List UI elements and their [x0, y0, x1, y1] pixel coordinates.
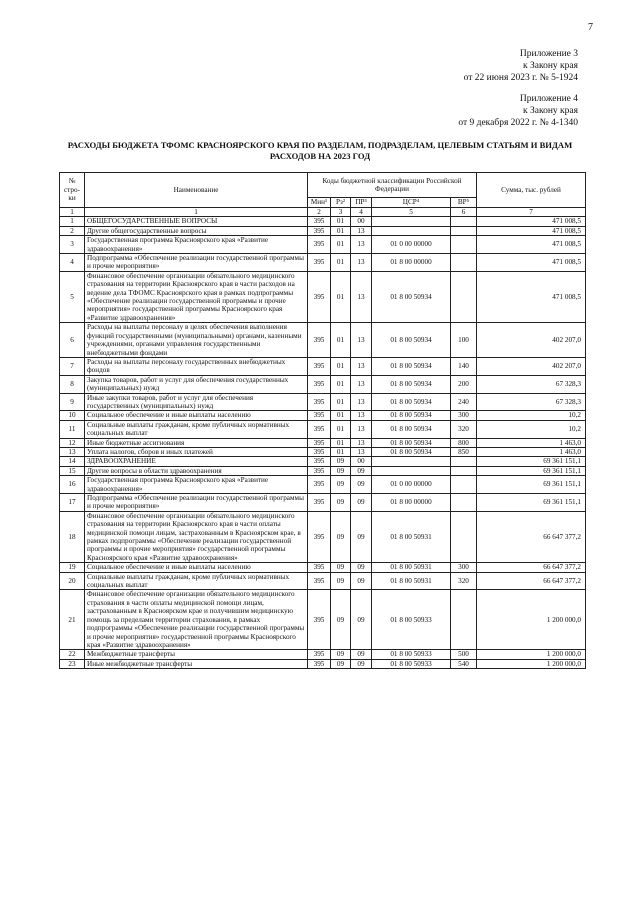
row-pr-cell: 13 [351, 236, 372, 254]
row-rz-cell: 09 [331, 494, 351, 512]
row-rz-cell: 01 [331, 217, 351, 226]
row-min-cell: 395 [308, 494, 331, 512]
header-name: Наименование [85, 173, 308, 208]
row-pr-cell: 09 [351, 563, 372, 572]
row-pr-cell: 09 [351, 572, 372, 590]
colnum-5: 5 [372, 208, 451, 217]
row-csr-cell: 01 8 00 50934 [372, 438, 451, 447]
row-rz-cell: 09 [331, 659, 351, 668]
row-name-cell: Социальное обеспечение и иные выплаты населению [85, 411, 308, 420]
row-pr-cell: 00 [351, 457, 372, 466]
row-rz-cell: 09 [331, 511, 351, 562]
colnum-6: 6 [451, 208, 477, 217]
row-rz-cell: 01 [331, 254, 351, 272]
row-sum-cell: 471 008,5 [477, 236, 586, 254]
row-csr-cell: 01 8 00 50931 [372, 511, 451, 562]
row-sum-cell: 1 200 000,0 [477, 659, 586, 668]
row-min-cell: 395 [308, 650, 331, 659]
row-min-cell: 395 [308, 217, 331, 226]
budget-table [59, 172, 586, 669]
row-number-cell: 19 [60, 563, 85, 572]
row-rz-cell: 01 [331, 226, 351, 235]
row-pr-cell: 13 [351, 447, 372, 456]
row-csr-cell: 01 8 00 50934 [372, 271, 451, 322]
row-vr-cell: 300 [451, 563, 477, 572]
appendix-4-line1: Приложение 4 [519, 94, 578, 104]
row-name-cell: Финансовое обеспечение организации обязательного медицинского страхования в части оплаты медицинской помощи лицам, застрахованным в Красноярском крае и получившим медицинскую помощь за пределами территории страхования, в рамках подпрограммы «Обеспечение реализации государственной программы и прочие мероприятия» государственной программы Красноярского края «Развитие здравоохранения» [85, 590, 308, 650]
row-min-cell: 395 [308, 323, 331, 358]
row-pr-cell: 13 [351, 438, 372, 447]
row-pr-cell: 09 [351, 659, 372, 668]
appendix-3-header [464, 48, 578, 84]
row-number-cell: 1 [60, 217, 85, 226]
row-pr-cell: 13 [351, 375, 372, 393]
row-name-cell: Иные закупки товаров, работ и услуг для обеспечения государственных (муниципальных) нужд [85, 393, 308, 411]
row-name-cell: Социальное обеспечение и иные выплаты населению [85, 563, 308, 572]
row-vr-cell [451, 494, 477, 512]
row-name-cell: Иные межбюджетные трансферты [85, 659, 308, 668]
header-csr: ЦСР⁴ [372, 198, 451, 208]
table-row [60, 572, 586, 590]
row-number-cell: 18 [60, 511, 85, 562]
table-row [60, 375, 586, 393]
row-sum-cell: 402 207,0 [477, 323, 586, 358]
row-number-cell: 13 [60, 447, 85, 456]
row-sum-cell: 66 647 377,2 [477, 563, 586, 572]
row-vr-cell: 240 [451, 393, 477, 411]
row-csr-cell: 01 8 00 50934 [372, 323, 451, 358]
row-vr-cell [451, 590, 477, 650]
row-rz-cell: 01 [331, 271, 351, 322]
appendix-4-line2: к Закону края [522, 106, 578, 116]
table-row [60, 323, 586, 358]
appendix-3-line1: Приложение 3 [519, 49, 578, 59]
row-rz-cell: 09 [331, 563, 351, 572]
colnum-3: 3 [331, 208, 351, 217]
row-vr-cell: 300 [451, 411, 477, 420]
table-row [60, 650, 586, 659]
row-name-cell: Социальные выплаты гражданам, кроме публичных нормативных социальных выплат [85, 572, 308, 590]
row-number-cell: 16 [60, 476, 85, 494]
row-sum-cell: 69 361 151,1 [477, 457, 586, 466]
colnum-name [85, 208, 308, 217]
row-rz-cell: 09 [331, 572, 351, 590]
row-sum-cell: 10,2 [477, 420, 586, 438]
row-sum-cell: 1 463,0 [477, 447, 586, 456]
row-name-cell: Подпрограмма «Обеспечение реализации государственной программы и прочие мероприятия» [85, 254, 308, 272]
row-csr-cell: 01 0 00 00000 [372, 476, 451, 494]
row-number-cell: 14 [60, 457, 85, 466]
row-number-cell: 17 [60, 494, 85, 512]
row-name-cell: Финансовое обеспечение организации обязательного медицинского страхования на территории Красноярского края в части оплаты медицинской помощи лицам, застрахованным в Красноярском крае, в рамках подпрограммы «Обеспечение реализации государственной программы и прочие мероприятия» государственной программы Красноярского края «Развитие здравоохранения» [85, 511, 308, 562]
table-row [60, 393, 586, 411]
row-rz-cell: 01 [331, 236, 351, 254]
table-row [60, 590, 586, 650]
row-sum-cell: 471 008,5 [477, 271, 586, 322]
row-sum-cell: 67 328,3 [477, 393, 586, 411]
table-row [60, 659, 586, 668]
row-rz-cell: 01 [331, 438, 351, 447]
appendix-3-line3: от 22 июня 2023 г. № 5-1924 [463, 73, 578, 83]
row-number-cell: 8 [60, 375, 85, 393]
row-sum-cell: 66 647 377,2 [477, 511, 586, 562]
row-vr-cell: 320 [451, 572, 477, 590]
appendix-4-line3: от 9 декабря 2022 г. № 4-1340 [458, 118, 578, 128]
row-pr-cell: 09 [351, 590, 372, 650]
row-number-cell: 12 [60, 438, 85, 447]
row-rz-cell: 09 [331, 457, 351, 466]
header-codes: Коды бюджетной классификации Российской Федерации [308, 173, 477, 198]
row-name-cell: Расходы на выплаты персоналу в целях обеспечения выполнения функций государственными (муниципальными) органами, казенными учреждениями, органами управления государственными внебюджетными фондами [85, 323, 308, 358]
row-rz-cell: 01 [331, 411, 351, 420]
row-vr-cell [451, 466, 477, 475]
row-csr-cell: 01 0 00 00000 [372, 236, 451, 254]
row-vr-cell: 200 [451, 375, 477, 393]
row-vr-cell [451, 226, 477, 235]
row-rz-cell: 01 [331, 447, 351, 456]
row-sum-cell: 67 328,3 [477, 375, 586, 393]
row-sum-cell: 1 200 000,0 [477, 590, 586, 650]
table-row [60, 217, 586, 226]
row-pr-cell: 09 [351, 466, 372, 475]
colnum-7: 7 [477, 208, 586, 217]
row-name-cell: Уплата налогов, сборов и иных платежей [85, 447, 308, 456]
header-row-number: № стро-ки [60, 173, 85, 208]
table-row [60, 511, 586, 562]
row-pr-cell: 00 [351, 217, 372, 226]
row-number-cell: 3 [60, 236, 85, 254]
row-min-cell: 395 [308, 375, 331, 393]
row-min-cell: 395 [308, 411, 331, 420]
row-csr-cell [372, 226, 451, 235]
row-pr-cell: 13 [351, 226, 372, 235]
row-sum-cell: 471 008,5 [477, 217, 586, 226]
table-row [60, 254, 586, 272]
row-pr-cell: 09 [351, 650, 372, 659]
table-row [60, 447, 586, 456]
appendix-3-line2: к Закону края [522, 61, 578, 71]
table-row [60, 494, 586, 512]
row-sum-cell: 69 361 151,1 [477, 476, 586, 494]
row-name-cell: Социальные выплаты гражданам, кроме публичных нормативных социальных выплат [85, 420, 308, 438]
table-row [60, 563, 586, 572]
row-min-cell: 395 [308, 438, 331, 447]
row-name-cell: Государственная программа Красноярского края «Развитие здравоохранения» [85, 236, 308, 254]
table-row [60, 457, 586, 466]
row-sum-cell: 471 008,5 [477, 254, 586, 272]
row-vr-cell: 850 [451, 447, 477, 456]
row-csr-cell: 01 8 00 00000 [372, 494, 451, 512]
table-row [60, 476, 586, 494]
row-csr-cell [372, 457, 451, 466]
row-number-cell: 9 [60, 393, 85, 411]
row-pr-cell: 13 [351, 393, 372, 411]
header-min: Мин¹ [308, 198, 331, 208]
row-sum-cell: 69 361 151,1 [477, 466, 586, 475]
row-number-cell: 4 [60, 254, 85, 272]
row-vr-cell [451, 217, 477, 226]
row-min-cell: 395 [308, 226, 331, 235]
row-number-cell: 5 [60, 271, 85, 322]
row-rz-cell: 01 [331, 393, 351, 411]
row-csr-cell: 01 8 00 50931 [372, 563, 451, 572]
row-min-cell: 395 [308, 466, 331, 475]
row-min-cell: 395 [308, 457, 331, 466]
row-name-cell: Закупка товаров, работ и услуг для обеспечения государственных (муниципальных) нужд [85, 375, 308, 393]
row-vr-cell [451, 236, 477, 254]
row-pr-cell: 13 [351, 411, 372, 420]
row-rz-cell: 01 [331, 323, 351, 358]
row-pr-cell: 09 [351, 511, 372, 562]
row-number-cell: 11 [60, 420, 85, 438]
row-sum-cell: 10,2 [477, 411, 586, 420]
row-csr-cell: 01 8 00 50933 [372, 659, 451, 668]
row-number-cell: 15 [60, 466, 85, 475]
row-rz-cell: 01 [331, 375, 351, 393]
row-min-cell: 395 [308, 659, 331, 668]
row-min-cell: 395 [308, 572, 331, 590]
table-row [60, 357, 586, 375]
row-csr-cell: 01 8 00 50934 [372, 447, 451, 456]
row-vr-cell [451, 254, 477, 272]
row-sum-cell: 402 207,0 [477, 357, 586, 375]
table-row [60, 271, 586, 322]
row-csr-cell [372, 217, 451, 226]
row-min-cell: 395 [308, 563, 331, 572]
row-sum-cell: 1 463,0 [477, 438, 586, 447]
table-row [60, 438, 586, 447]
table-row [60, 236, 586, 254]
row-name-cell: Другие вопросы в области здравоохранения [85, 466, 308, 475]
row-vr-cell: 500 [451, 650, 477, 659]
row-vr-cell: 540 [451, 659, 477, 668]
row-csr-cell: 01 8 00 50933 [372, 650, 451, 659]
row-number-cell: 20 [60, 572, 85, 590]
row-vr-cell: 320 [451, 420, 477, 438]
row-rz-cell: 09 [331, 590, 351, 650]
header-vr: ВР⁵ [451, 198, 477, 208]
row-csr-cell: 01 8 00 50933 [372, 590, 451, 650]
row-name-cell: ОБЩЕГОСУДАРСТВЕННЫЕ ВОПРОСЫ [85, 217, 308, 226]
row-number-cell: 6 [60, 323, 85, 358]
row-number-cell: 10 [60, 411, 85, 420]
row-csr-cell: 01 8 00 50931 [372, 572, 451, 590]
row-csr-cell: 01 8 00 00000 [372, 254, 451, 272]
row-csr-cell: 01 8 00 50934 [372, 375, 451, 393]
table-row [60, 411, 586, 420]
row-vr-cell [451, 476, 477, 494]
row-min-cell: 395 [308, 393, 331, 411]
row-sum-cell: 1 200 000,0 [477, 650, 586, 659]
row-pr-cell: 13 [351, 357, 372, 375]
row-min-cell: 395 [308, 357, 331, 375]
row-min-cell: 395 [308, 476, 331, 494]
row-number-cell: 2 [60, 226, 85, 235]
header-rz: Рз² [331, 198, 351, 208]
row-pr-cell: 09 [351, 476, 372, 494]
page-number: 7 [588, 22, 593, 33]
row-min-cell: 395 [308, 511, 331, 562]
table-row [60, 420, 586, 438]
document-title: РАСХОДЫ БЮДЖЕТА ТФОМС КРАСНОЯРСКОГО КРАЯ ПО РАЗДЕЛАМ, ПОДРАЗДЕЛАМ, ЦЕЛЕВЫМ СТАТЬЯМ И ВИДАМ РАСХОДОВ НА 2023 ГОД [67, 140, 573, 161]
row-rz-cell: 09 [331, 466, 351, 475]
row-name-cell: Государственная программа Красноярского края «Развитие здравоохранения» [85, 476, 308, 494]
row-number-cell: 23 [60, 659, 85, 668]
row-csr-cell: 01 8 00 50934 [372, 411, 451, 420]
table-row [60, 466, 586, 475]
colnum-1: 1 [60, 208, 85, 217]
row-sum-cell: 69 361 151,1 [477, 494, 586, 512]
row-min-cell: 395 [308, 236, 331, 254]
row-pr-cell: 09 [351, 494, 372, 512]
row-rz-cell: 01 [331, 420, 351, 438]
row-pr-cell: 13 [351, 420, 372, 438]
row-vr-cell [451, 511, 477, 562]
row-rz-cell: 09 [331, 650, 351, 659]
row-number-cell: 22 [60, 650, 85, 659]
row-csr-cell [372, 466, 451, 475]
row-csr-cell: 01 8 00 50934 [372, 393, 451, 411]
row-number-cell: 21 [60, 590, 85, 650]
row-pr-cell: 13 [351, 323, 372, 358]
row-csr-cell: 01 8 00 50934 [372, 420, 451, 438]
row-sum-cell: 471 008,5 [477, 226, 586, 235]
row-name-cell: Другие общегосударственные вопросы [85, 226, 308, 235]
row-vr-cell: 140 [451, 357, 477, 375]
row-vr-cell [451, 457, 477, 466]
row-name-cell: ЗДРАВООХРАНЕНИЕ [85, 457, 308, 466]
row-vr-cell: 100 [451, 323, 477, 358]
table-body [60, 217, 586, 669]
row-sum-cell: 66 647 377,2 [477, 572, 586, 590]
row-name-cell: Иные бюджетные ассигнования [85, 438, 308, 447]
row-min-cell: 395 [308, 590, 331, 650]
row-name-cell: Межбюджетные трансферты [85, 650, 308, 659]
table-row [60, 226, 586, 235]
appendix-4-header [458, 93, 578, 129]
row-name-cell: Расходы на выплаты персоналу государственных внебюджетных фондов [85, 357, 308, 375]
row-min-cell: 395 [308, 447, 331, 456]
row-number-cell: 7 [60, 357, 85, 375]
row-pr-cell: 13 [351, 254, 372, 272]
row-name-cell: Финансовое обеспечение организации обязательного медицинского страхования на территории Красноярского края в части расходов на ведение дела ТФОМС Красноярского края в рамках подпрограммы «Обеспечение реализации государственной программы и прочие мероприятия» государственной программы Красноярского края «Развитие здравоохранения» [85, 271, 308, 322]
row-rz-cell: 09 [331, 476, 351, 494]
header-pr: ПР³ [351, 198, 372, 208]
row-rz-cell: 01 [331, 357, 351, 375]
row-min-cell: 395 [308, 271, 331, 322]
colnum-2-label: 1 [194, 208, 198, 216]
row-vr-cell: 800 [451, 438, 477, 447]
row-min-cell: 395 [308, 254, 331, 272]
row-pr-cell: 13 [351, 271, 372, 322]
header-sum: Сумма, тыс. рублей [477, 173, 586, 208]
row-csr-cell: 01 8 00 50934 [372, 357, 451, 375]
colnum-2: 2 [308, 208, 331, 217]
row-name-cell: Подпрограмма «Обеспечение реализации государственной программы и прочие мероприятия» [85, 494, 308, 512]
row-vr-cell [451, 271, 477, 322]
colnum-4: 4 [351, 208, 372, 217]
row-min-cell: 395 [308, 420, 331, 438]
